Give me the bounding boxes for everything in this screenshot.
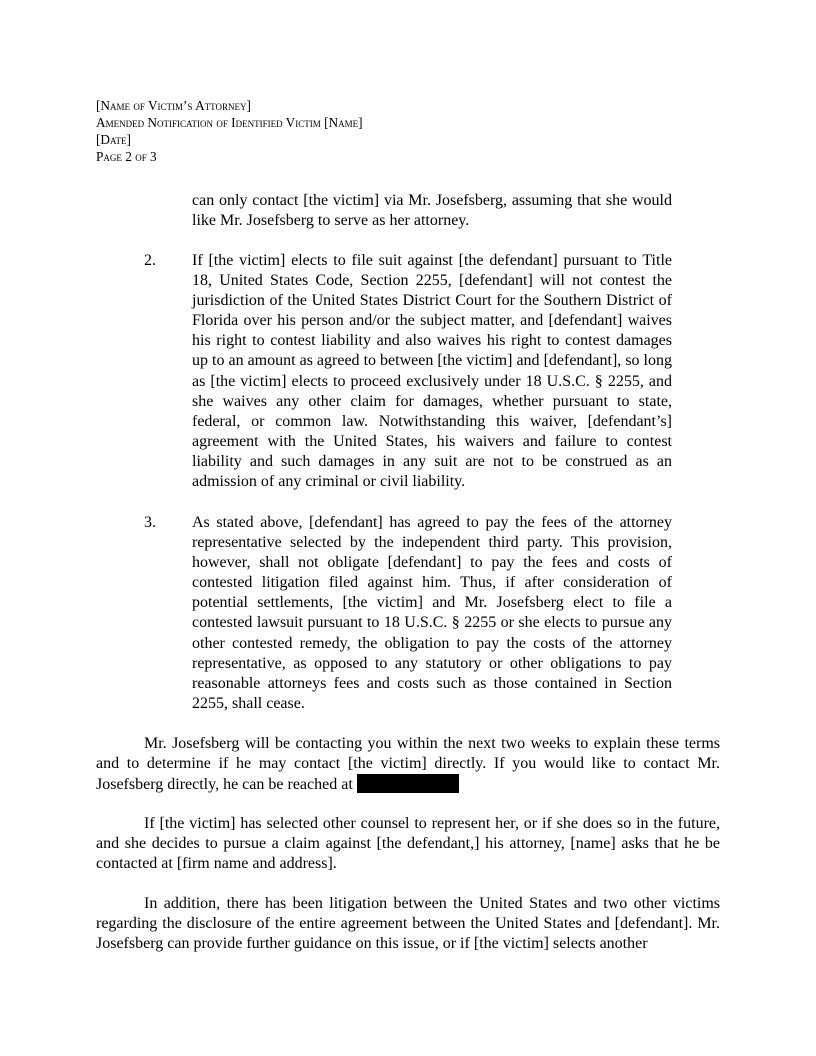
redaction-box xyxy=(357,774,459,793)
continued-item-text: can only contact [the victim] via Mr. Josefsberg, assuming that she would like Mr. Josefsberg to serve as her attorney. xyxy=(192,192,672,230)
other-counsel-paragraph: If [the victim] has selected other counsel to represent her, or if she does so in the future, and she decides to pursue a claim against [the defendant,] his attorney, [name] asks that he be contacted at [firm name and address]. xyxy=(96,815,720,873)
header-document-title: Amended Notification of Identified Victim [Name] xyxy=(96,115,363,130)
list-item-text: If [the victim] elects to file suit against [the defendant] pursuant to Title 18, United States Code, Section 2255, [defendant] will not contest the jurisdiction of the United States District Court for the Southern District of Florida over his person and/or the subject matter, and [defendant] waives his right to contest liability and also waives his right to contest damages up to an amount as agreed to between [the victim] and [defendant], so long as [the victim] elects to proceed exclusively under 18 U.S.C. § 2255, and she waives any other claim for damages, whether pursuant to state, federal, or common law. Notwithstanding this waiver, [defendant’s] agreement with the United States, his waivers and failure to contest liability and such damages in any suit are not to be construed as an admission of any criminal or civil liability. xyxy=(192,252,672,491)
list-item-number: 3. xyxy=(144,514,156,531)
header-page-number: Page 2 of 3 xyxy=(96,149,157,164)
contact-paragraph xyxy=(96,734,720,795)
list-item-number: 2. xyxy=(144,252,156,269)
contact-paragraph-text: Mr. Josefsberg will be contacting you within the next two weeks to explain these terms and to determine if he may contact [the victim] directly. If you would like to contact Mr. Josefsberg directly, he can be reached at xyxy=(96,735,720,794)
litigation-paragraph: In addition, there has been litigation between the United States and two other victims regarding the disclosure of the entire agreement between the United States and [defendant]. Mr. Josefsberg can provide further guidance on this issue, or if [the victim] selects another xyxy=(96,895,720,953)
page-header xyxy=(96,97,363,165)
header-date: [Date] xyxy=(96,132,131,147)
list-item-text: As stated above, [defendant] has agreed to pay the fees of the attorney representative selected by the independent third party. This provision, however, shall not obligate [defendant] to pay the fees and costs of contested litigation filed against him. Thus, if after consideration of potential settlements, [the victim] and Mr. Josefsberg elect to file a contested lawsuit pursuant to 18 U.S.C. § 2255 or she elects to pursue any other contested remedy, the obligation to pay the costs of the attorney representative, as opposed to any statutory or other obligations to pay reasonable attorneys fees and costs such as those contained in Section 2255, shall cease. xyxy=(192,514,672,712)
header-attorney-name: [Name of Victim’s Attorney] xyxy=(96,98,251,113)
